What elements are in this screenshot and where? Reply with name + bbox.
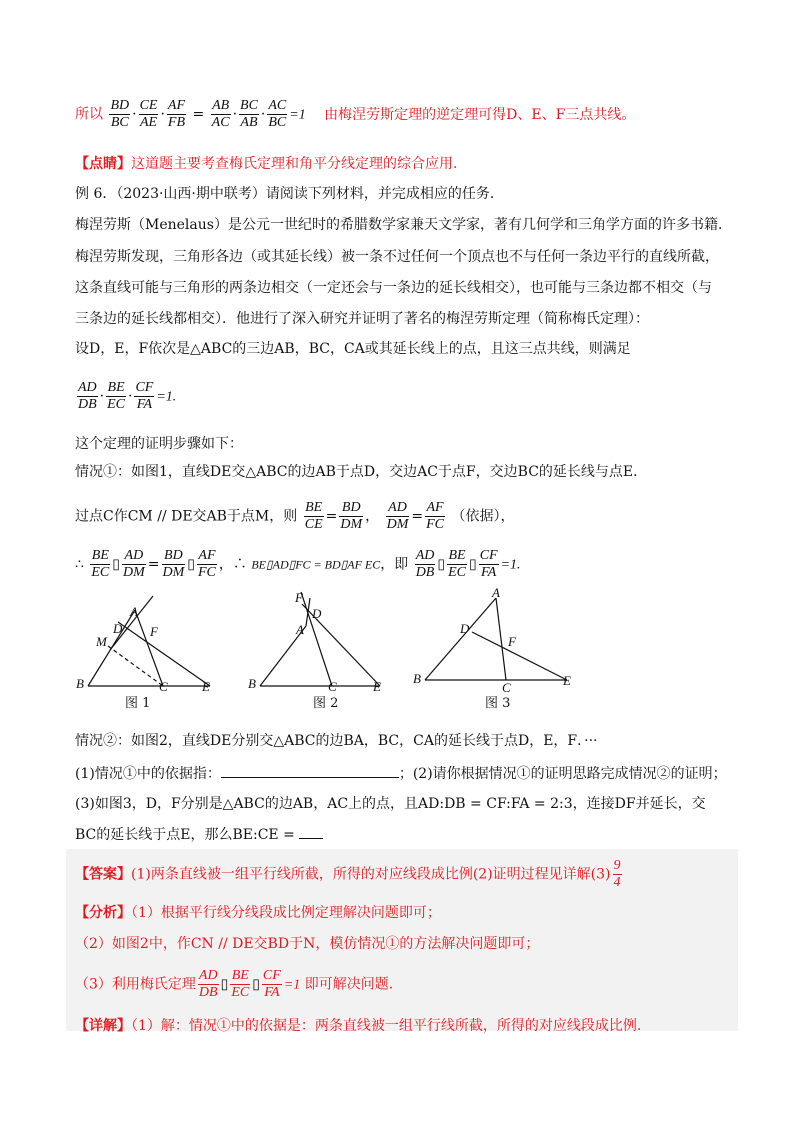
dianjing-tag: 【点睛】 [75, 156, 131, 172]
step2-ie: ，即 [380, 556, 409, 573]
frac-bc-ab: $\frac{BC}{AB}$ [240, 98, 258, 130]
frac-cf-fa: $\frac{CF}{FA}$ [135, 380, 154, 412]
answer-text: (1)两条直线被一组平行线所截，所得的对应线段成比例(2)证明过程见详解(3) [131, 866, 611, 883]
fig3-label-B: B [413, 671, 421, 686]
eq-sign: = [192, 106, 205, 123]
frac-ac-bc: $\frac{AC}{BC}$ [268, 98, 287, 130]
frac-be-ce: $\frac{BE}{CE}$ [304, 500, 323, 532]
q3b-text: BC的延长线于点E，那么BE:CE = [75, 827, 295, 843]
frac-ad-dm: $\frac{AD}{DM}$ [386, 500, 409, 532]
figure-2 [248, 590, 381, 711]
step2-product: BE▯AD▯FC = BD▯AF EC [251, 557, 381, 572]
example-p1: 梅涅劳斯（Menelaus）是公元一世纪时的希腊数学家兼天文学家，著有几何学和三角学方面的许多书籍． [75, 217, 732, 233]
example-p2: 梅涅劳斯发现，三角形各边（或其延长线）被一条不过任何一个顶点也不与任何一条边平行的直线所截， [75, 249, 719, 265]
step2-line: ∴ $\frac{BE}{EC}$ ▯ $\frac{AD}{DM}$ = $\frac{BD}{DM}$ ▯ $\frac{AF}{FC}$ ，∴ BE▯AD▯FC = BD▯AF EC，即 $\frac{AD}{DB}$ ▯ $\frac{BE}{EC}$ ▯ $\frac{CF}{FA}$ =1. [75, 548, 521, 580]
frac-af-fc: $\frac{AF}{FC}$ [426, 500, 444, 532]
step2-end: =1. [500, 557, 521, 573]
top-conclusion: 由梅涅劳斯定理的逆定理可得D、E、F三点共线。 [324, 106, 636, 123]
step2-therefore: ∴ [75, 556, 84, 573]
fig2-label-F: F [295, 590, 303, 605]
step1-line: 过点C作CM // DE交AB于点M，则 $\frac{BE}{CE}$ = $\frac{BD}{DM}$ ， $\frac{AD}{DM}$ = $\frac{AF}{FC}$ （依据）， [75, 500, 515, 532]
fig1-label-D: D [113, 621, 123, 636]
q1-line [75, 763, 727, 784]
q3-blank[interactable] [299, 824, 323, 839]
analysis-line-1 [75, 903, 441, 923]
fig2-label-C: C [328, 679, 337, 694]
fig3-label-F: F [508, 634, 516, 649]
frac-bd-dm: $\frac{BD}{DM}$ [340, 500, 363, 532]
fig1-label-C: C [159, 679, 168, 694]
answer-tag: 【答案】 [75, 866, 131, 883]
fig3-label-E: E [563, 673, 571, 688]
analysis-tag: 【分析】 [75, 905, 131, 921]
analysis-l3a: （3）利用梅氏定理 [75, 976, 196, 993]
detail-tag: 【详解】 [75, 1018, 131, 1034]
figures-svg [70, 588, 610, 713]
analysis-line-2: （2）如图2中，作CN // DE交BD于N，模仿情况①的方法解决问题即可； [75, 936, 540, 952]
fig3-label-A: A [492, 588, 500, 600]
case2-text: 情况②：如图2，直线DE分别交△ABC的边BA，BC，CA的延长线于点D，E，F．··· [75, 733, 598, 749]
detail-text: （1）解：情况①中的依据是：两条直线被一组平行线所截，所得的对应线段成比例. [131, 1018, 642, 1034]
dianjing-line [75, 154, 457, 174]
fig1-label-B: B [76, 676, 84, 691]
example-p6: 这个定理的证明步骤如下： [75, 436, 243, 452]
q3-line-b [75, 824, 323, 845]
fig2-label-B: B [248, 676, 256, 691]
fig2-label-E: E [373, 679, 381, 694]
figure-1 [76, 596, 210, 711]
frac-bd-bc: $\frac{BD}{BC}$ [110, 98, 130, 130]
fig3-label-D: D [460, 621, 470, 636]
example-p3: 这条直线可能与三角形的两条边相交（一定还会与一条边的延长线相交），也可能与三条边都不相交（与 [75, 280, 712, 296]
analysis-l3b: 即可解决问题. [304, 976, 394, 993]
frac-ab-ac: $\frac{AB}{AC}$ [211, 98, 230, 130]
analysis-line-3: （3）利用梅氏定理 $\frac{AD}{DB}$ ▯ $\frac{BE}{EC}$ ▯ $\frac{CF}{FA}$ =1 即可解决问题. [75, 968, 394, 1000]
fig1-label-A: A [130, 604, 138, 619]
case1-text: 情况①：如图1，直线DE交△ABC的边AB于点D，交边AC于点F，交边BC的延长线与点E． [75, 464, 648, 480]
top-prefix: 所以 [75, 106, 103, 123]
frac-be-ec: $\frac{BE}{EC}$ [107, 380, 126, 412]
q1-text: (1)情况①中的依据指： [75, 766, 221, 782]
q3-line-a: (3)如图3，D，F分别是△ABC的边AB，AC上的点，且AD:DB = CF:FA = 2:3，连接DF并延长，交 [75, 796, 706, 812]
fig1-label-F: F [150, 624, 158, 639]
answer-line [75, 858, 624, 891]
example-title: 例 6．（2023·山西·期中联考）请阅读下列材料，并完成相应的任务． [75, 186, 504, 202]
q1-blank[interactable] [221, 763, 399, 778]
answer-frac: $\frac{9}{4}$ [613, 858, 621, 890]
dianjing-text: 这道题主要考查梅氏定理和角平分线定理的综合应用. [131, 156, 458, 172]
fig1-label-E: E [202, 679, 210, 694]
example-p5: 设D，E，F依次是△ABC的三边AB，BC，CA或其延长线上的点，且这三点共线，则满足 [75, 341, 631, 357]
frac-ce-ae: $\frac{CE}{AE}$ [139, 98, 158, 130]
q2-text: ；(2)请你根据情况①的证明思路完成情况②的证明； [398, 766, 727, 782]
fig1-label-M: M [96, 634, 107, 649]
analysis-l1: （1）根据平行线分线段成比例定理解决问题即可； [131, 905, 441, 921]
frac-ad-db: $\frac{AD}{DB}$ [78, 380, 97, 412]
theorem-formula: $\frac{AD}{DB}$ · $\frac{BE}{EC}$ · $\frac{CF}{FA}$ =1. [78, 380, 177, 412]
top-equation-line: 所以 $\frac{BD}{BC}$ · $\frac{CE}{AE}$ · $\frac{AF}{FB}$ = $\frac{AB}{AC}$ · $\frac{BC}{AB}$ · $\frac{AC}{BC}$ =1 由梅涅劳斯定理的逆定理可得D、E、F三点共线。 [75, 98, 636, 130]
fig2-label-D: D [312, 606, 322, 621]
frac-af-fb: $\frac{AF}{FB}$ [167, 98, 186, 130]
fig1-caption: 图 1 [125, 696, 151, 711]
step1-text: 过点C作CM // DE交AB于点M，则 [75, 508, 298, 525]
example-p4: 三条边的延长线都相交）．他进行了深入研究并证明了著名的梅涅劳斯定理（简称梅氏定理）： [75, 311, 649, 327]
fig3-label-C: C [502, 680, 511, 695]
fig3-caption: 图 3 [485, 696, 511, 711]
analysis-l3-end: =1 [283, 977, 301, 993]
fig2-label-A: A [296, 622, 304, 637]
figure-3 [413, 588, 571, 711]
fig2-caption: 图 2 [313, 696, 339, 711]
theorem-end: =1. [156, 389, 177, 405]
detail-line [75, 1016, 641, 1036]
step1-end: （依据）， [451, 508, 515, 525]
rhs-end: =1 [289, 107, 306, 123]
